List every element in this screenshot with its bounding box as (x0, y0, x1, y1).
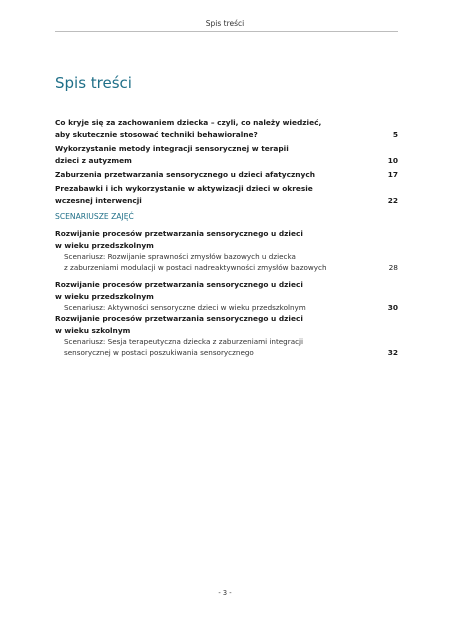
scenario-entry-1[interactable] (55, 228, 398, 274)
toc-entry-line: Prezabawki i ich wykorzystanie w aktywizacji dzieci w okresie (55, 184, 313, 193)
scenario-title (55, 228, 398, 251)
toc-page-number: 5 (392, 129, 398, 139)
scenario-text (64, 302, 398, 313)
toc-entry-line: Wykorzystanie metody integracji sensorycznej w terapii (55, 144, 289, 153)
scenario-line: sensorycznej w postaci poszukiwania sensorycznego (64, 348, 254, 358)
toc-entry-1[interactable] (55, 117, 398, 140)
toc-entry-4[interactable] (55, 183, 398, 206)
scenario-title-line: w wieku przedszkolnym (55, 291, 154, 301)
toc-page-number: 17 (387, 170, 398, 179)
toc-page-number: 32 (387, 348, 398, 358)
scenario-line: Scenariusz: Sesja terapeutyczna dziecka z zaburzeniami integracji (64, 337, 304, 346)
page-title: Spis treści (55, 74, 132, 92)
toc-entry-line: dzieci z autyzmem (55, 155, 132, 165)
toc-entry-text (55, 169, 398, 181)
toc-entry-line: Zaburzenia przetwarzania sensorycznego u dzieci afatycznych (55, 170, 316, 179)
toc-entry-text (55, 143, 398, 166)
toc-entry-text (55, 183, 398, 206)
scenario-entry-3[interactable] (55, 313, 398, 359)
scenario-text (64, 336, 398, 359)
section-title: SCENARIUSZE ZAJĘĆ (55, 212, 134, 221)
toc-entry-line: Co kryje się za zachowaniem dziecka – czyli, co należy wiedzieć, (55, 118, 322, 127)
toc-entry-text (55, 117, 398, 140)
toc-page-number: 30 (387, 302, 398, 312)
scenario-title-line: w wieku szkolnym (55, 325, 131, 335)
scenario-title-line: Rozwijanie procesów przetwarzania sensorycznego u dzieci (55, 314, 303, 323)
page-number-footer: - 3 - (218, 589, 232, 597)
toc-page-number: 28 (388, 263, 398, 273)
toc-entry-3[interactable] (55, 169, 398, 181)
header-rule (55, 31, 398, 32)
scenario-text (64, 251, 398, 274)
toc-entry-line: wczesnej interwencji (55, 195, 142, 205)
scenario-title (55, 313, 398, 336)
scenario-line: Scenariusz: Rozwijanie sprawności zmysłów bazowych u dziecka (64, 252, 296, 261)
scenario-title-line: Rozwijanie procesów przetwarzania sensorycznego u dzieci (55, 229, 303, 238)
scenario-title-line: Rozwijanie procesów przetwarzania sensorycznego u dzieci (55, 280, 303, 289)
scenario-title (55, 279, 398, 302)
toc-page-number: 22 (387, 195, 398, 205)
toc-entry-2[interactable] (55, 143, 398, 166)
toc-entry-line: aby skutecznie stosować techniki behawioralne? (55, 129, 258, 139)
toc-page-number: 10 (387, 155, 398, 165)
scenario-line: z zaburzeniami modulacji w postaci nadreaktywności zmysłów bazowych (64, 263, 327, 273)
scenario-title-line: w wieku przedszkolnym (55, 240, 154, 250)
running-header: Spis treści (205, 19, 245, 28)
scenario-line: Scenariusz: Aktywności sensoryczne dzieci w wieku przedszkolnym (64, 303, 306, 312)
scenario-entry-2[interactable] (55, 279, 398, 313)
